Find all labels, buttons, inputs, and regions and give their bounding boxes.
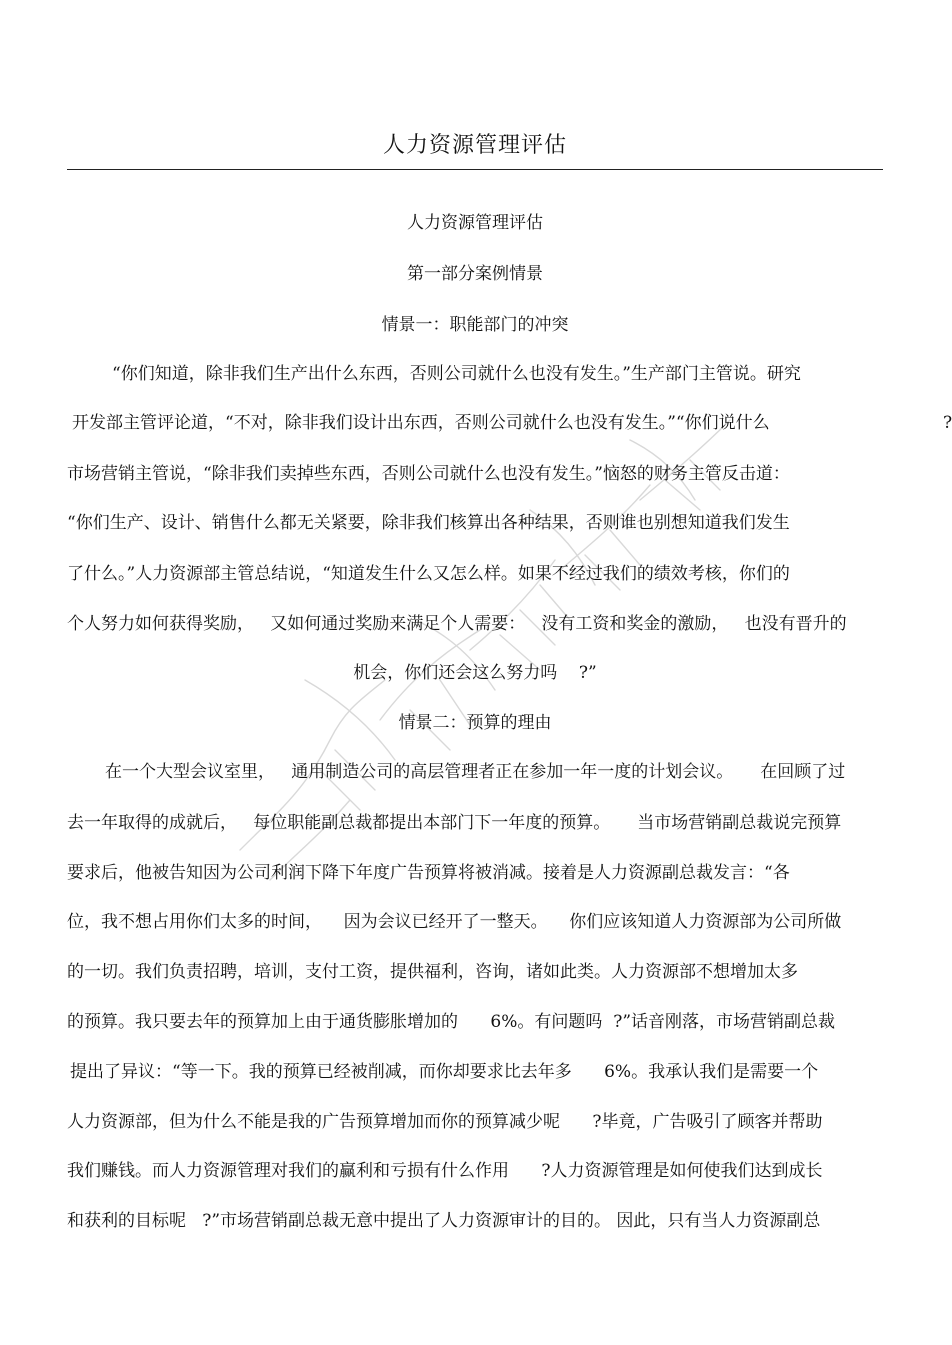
scenario2-line: 要求后，他被告知因为公司利润下降下年度广告预算将被消减。接着是人力资源副总裁发言：“各: [67, 863, 790, 883]
scenario1-heading: 情景一：职能部门的冲突: [381, 315, 569, 335]
part-heading: 第一部分案例情景: [407, 264, 543, 284]
document-subtitle: 人力资源管理评估: [407, 213, 543, 233]
scenario1-line: “你们知道，除非我们生产出什么东西，否则公司就什么也没有发生。”生产部门主管说。研究: [112, 364, 801, 384]
scenario2-line: 的预算。我只要去年的预算加上由于通货膨胀增加的 6%。有问题吗 ?”话音刚落，市场营销副总裁: [67, 1012, 836, 1032]
scenario1-line: 市场营销主管说，“除非我们卖掉些东西，否则公司就什么也没有发生。”恼怒的财务主管反击道：: [67, 464, 790, 484]
scenario1-line: “你们生产、设计、销售什么都无关紧要，除非我们核算出各种结果，否则谁也别想知道我们发生: [67, 513, 790, 533]
scenario2-line: 提出了异议：“等一下。我的预算已经被削减，而你却要求比去年多 6%。我承认我们是需要一个: [70, 1062, 819, 1082]
scenario1-line: 了什么。”人力资源部主管总结说，“知道发生什么又怎么样。如果不经过我们的绩效考核，你们的: [67, 564, 790, 584]
scenario2-line: 位，我不想占用你们太多的时间， 因为会议已经开了一整天。 你们应该知道人力资源部为公司所做: [67, 912, 842, 932]
scenario2-line: 去一年取得的成就后， 每位职能副总裁都提出本部门下一年度的预算。 当市场营销副总裁说完预算: [67, 813, 842, 833]
scenario2-line: 的一切。我们负责招聘，培训，支付工资，提供福利，咨询，诸如此类。人力资源部不想增加太多: [67, 962, 798, 982]
scenario1-line: 机会，你们还会这么努力吗 ?”: [353, 663, 597, 683]
page-title: 人力资源管理评估: [382, 133, 567, 158]
scenario2-heading: 情景二：预算的理由: [398, 713, 552, 733]
title-rule: [67, 169, 883, 170]
scenario1-edge-mark: ?: [943, 413, 952, 433]
scenario2-line: 在一个大型会议室里， 通用制造公司的高层管理者正在参加一年一度的计划会议。 在回顾了过: [105, 762, 846, 782]
scenario1-line: 个人努力如何获得奖励， 又如何通过奖励来满足个人需要： 没有工资和奖金的激励， 也没有晋升的: [67, 614, 847, 634]
scenario2-line: 和获利的目标呢 ?”市场营销副总裁无意中提出了人力资源审计的目的。 因此，只有当人力资源副总: [67, 1211, 821, 1231]
scenario1-line: 开发部主管评论道，“不对，除非我们设计出东西，否则公司就什么也没有发生。”“你们说什么: [72, 413, 770, 433]
scenario2-line: 我们赚钱。而人力资源管理对我们的赢利和亏损有什么作用 ?人力资源管理是如何使我们达到成长: [67, 1161, 823, 1181]
scenario2-line: 人力资源部，但为什么不能是我的广告预算增加而你的预算减少呢 ?毕竟，广告吸引了顾客并帮助: [67, 1112, 823, 1132]
